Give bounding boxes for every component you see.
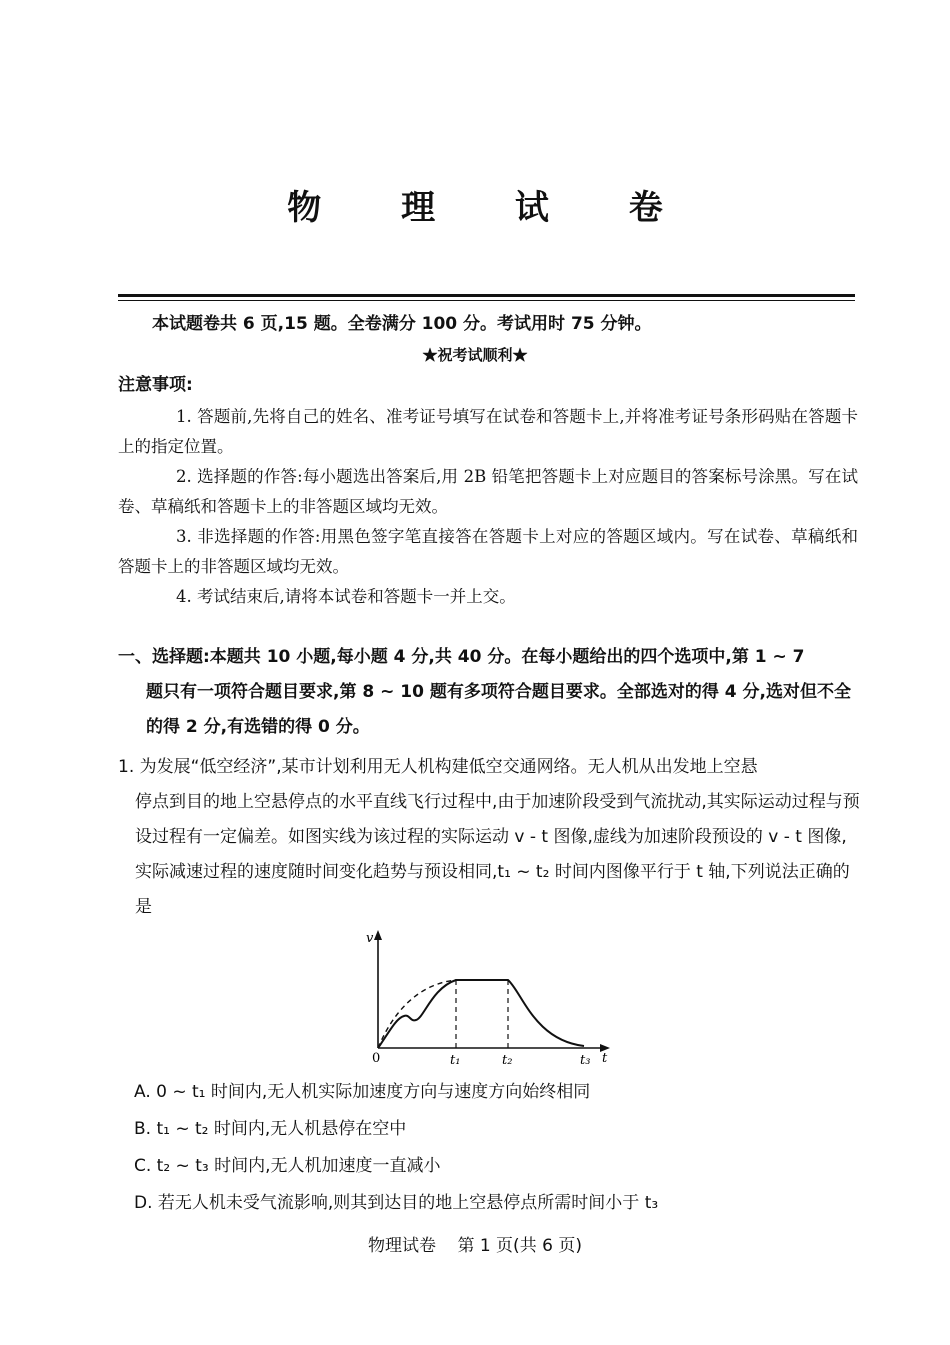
note-item: 2. 选择题的作答:每小题选出答案后,用 2B 铅笔把答题卡上对应题目的答案标号涂黑。写在试卷、草稿纸和答题卡上的非答题区域均无效。 xyxy=(118,467,858,516)
option-a: A. 0 ~ t₁ 时间内,无人机实际加速度方向与速度方向始终相同 xyxy=(134,1082,591,1102)
section-heading-lead: 一、选择题:本题共 10 小题,每小题 4 分,共 40 分。在每小题给出的四个选项中,第 1 ~ 7 xyxy=(118,647,805,667)
page-title: 物 理 试 卷 xyxy=(287,188,697,228)
option-c: C. t₂ ~ t₃ 时间内,无人机加速度一直减小 xyxy=(134,1156,441,1176)
t-label: t xyxy=(602,1051,608,1066)
footer-page-number: 第 1 页(共 6 页) xyxy=(457,1236,582,1256)
page-footer xyxy=(0,1234,950,1258)
preset-curve xyxy=(378,980,456,1048)
option-b: B. t₁ ~ t₂ 时间内,无人机悬停在空中 xyxy=(134,1119,407,1139)
note-item: 4. 考试结束后,请将本试卷和答题卡一并上交。 xyxy=(176,587,516,606)
origin-label: 0 xyxy=(372,1051,381,1066)
section-heading-cont: 题只有一项符合题目要求,第 8 ~ 10 题有多项符合题目要求。全部选对的得 4 分,选对但不全的得 2 分,有选错的得 0 分。 xyxy=(146,682,851,737)
notes-list xyxy=(118,402,858,612)
vt-graph xyxy=(358,922,618,1072)
note-item: 1. 答题前,先将自己的姓名、准考证号填写在试卷和答题卡上,并将准考证号条形码贴在答题卡上的指定位置。 xyxy=(118,407,858,456)
question-1-options xyxy=(134,1074,854,1222)
section-heading xyxy=(118,640,860,745)
header-rule-thin xyxy=(118,300,855,301)
t3-label: t₃ xyxy=(580,1053,591,1068)
question-1-stem xyxy=(118,750,860,925)
footer-exam-name: 物理试卷 xyxy=(368,1236,437,1256)
actual-curve xyxy=(378,980,584,1048)
option-d: D. 若无人机未受气流影响,则其到达目的地上空悬停点所需时间小于 t₃ xyxy=(134,1193,659,1213)
t1-label: t₁ xyxy=(450,1053,461,1068)
notes-heading: 注意事项: xyxy=(118,375,193,395)
exam-info: 本试题卷共 6 页,15 题。全卷满分 100 分。考试用时 75 分钟。 xyxy=(152,314,652,334)
v-axis-arrow xyxy=(374,930,382,940)
note-item: 3. 非选择题的作答:用黑色签字笔直接答在答题卡上对应的答题区域内。写在试卷、草稿纸和答题卡上的非答题区域均无效。 xyxy=(118,527,858,576)
v-label: v xyxy=(366,931,374,946)
t2-label: t₂ xyxy=(502,1053,513,1068)
question-1-rest: 停点到目的地上空悬停点的水平直线飞行过程中,由于加速阶段受到气流扰动,其实际运动过程与预设过程有一定偏差。如图实线为该过程的实际运动 v - t 图像,虚线为加速阶段预设的 v - t 图像,实际减速过程的速度随时间变化趋势与预设相同,t₁ ~ t₂ 时间内图像平行于 t 轴,下列说法正确的是 xyxy=(135,792,860,917)
question-1-first-line: 1. 为发展“低空经济”,某市计划利用无人机构建低空交通网络。无人机从出发地上空悬 xyxy=(118,757,758,777)
good-luck-line: ★祝考试顺利★ xyxy=(422,346,528,364)
header-rule-thick xyxy=(118,294,855,297)
